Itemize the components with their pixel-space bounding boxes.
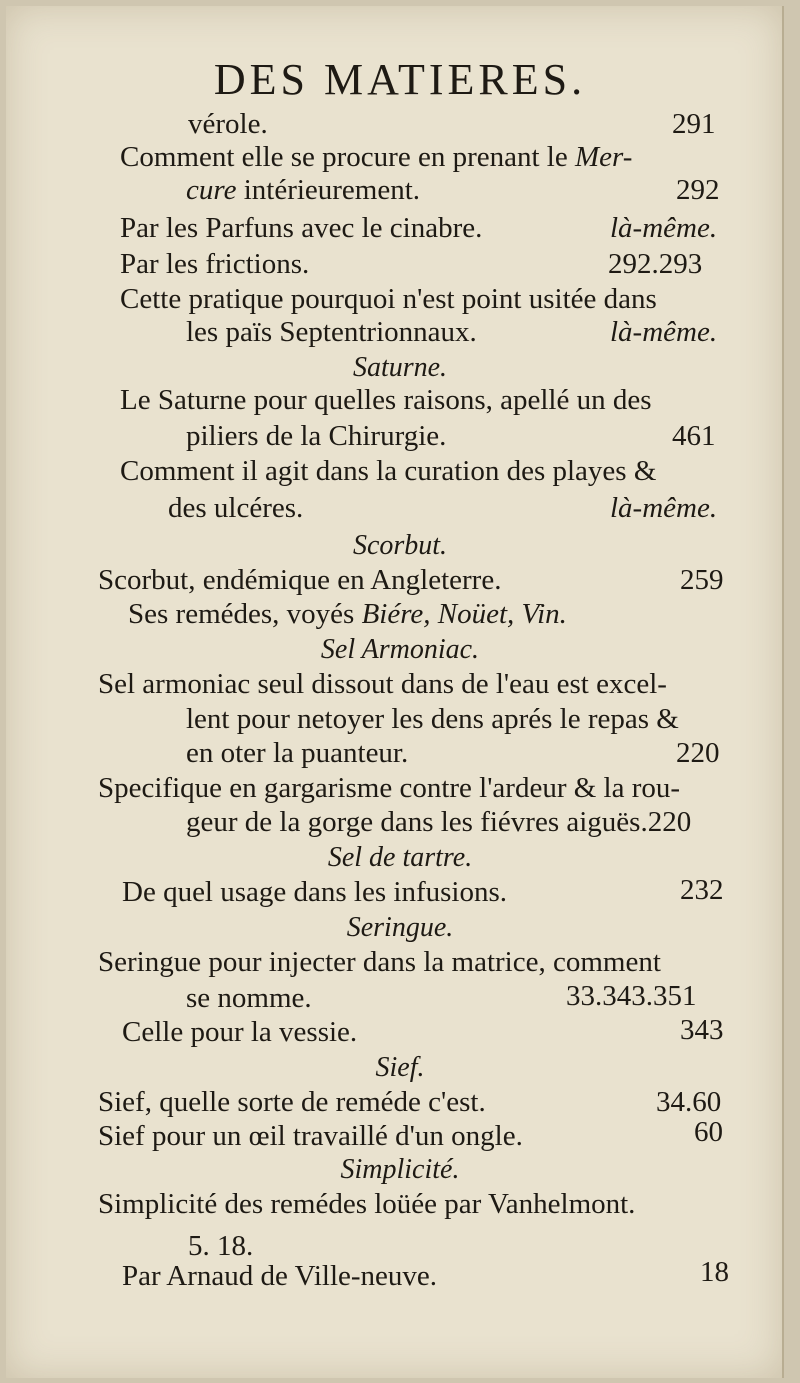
entry-text: lent pour netoyer les dens aprés le repas & xyxy=(186,703,679,735)
entry-page: 291 xyxy=(672,108,716,140)
section-heading: Sief. xyxy=(375,1052,425,1083)
section-heading: Scorbut. xyxy=(352,530,448,561)
entry-text: cure intérieurement. xyxy=(186,174,421,206)
entry-text: les païs Septentrionnaux. xyxy=(186,316,477,348)
entry-text: Seringue pour injecter dans la matrice, comment xyxy=(98,946,661,978)
entry-page: là-même. xyxy=(610,492,718,524)
entry-text: Specifique en gargarisme contre l'ardeur & la rou- xyxy=(98,772,681,804)
entry-page: là-même. xyxy=(610,316,718,348)
section-heading: Saturne. xyxy=(352,352,448,383)
entry-text: piliers de la Chirurgie. xyxy=(186,420,447,452)
entry-text: se nomme. xyxy=(186,982,312,1014)
entry-text: De quel usage dans les infusions. xyxy=(122,876,507,908)
entry-text: Scorbut, endémique en Angleterre. xyxy=(98,564,502,596)
page-header: DES MATIERES. xyxy=(213,55,587,104)
entry-text: Ses remédes, voyés Biére, Noüet, Vin. xyxy=(128,598,567,630)
entry-page: 292.293 xyxy=(608,248,703,280)
entry-text: Cette pratique pourquoi n'est point usitée dans xyxy=(120,283,657,315)
entry-page: 343 xyxy=(680,1014,724,1046)
entry-text: en oter la puanteur. xyxy=(186,737,409,769)
entry-page: 292 xyxy=(676,174,720,206)
entry-page: 232 xyxy=(680,874,724,906)
entry-text: Sel armoniac seul dissout dans de l'eau est excel- xyxy=(98,668,667,700)
entry-text: Comment elle se procure en prenant le Mer- xyxy=(120,141,633,173)
entry-page: là-même. xyxy=(610,212,718,244)
entry-page: 34.60 xyxy=(656,1086,722,1118)
entry-page: 60 xyxy=(694,1116,723,1148)
entry-text: Par Arnaud de Ville-neuve. xyxy=(122,1260,438,1292)
entry-text: Sief pour un œil travaillé d'un ongle. xyxy=(98,1120,523,1152)
entry-text: Par les Parfuns avec le cinabre. xyxy=(120,212,483,244)
section-heading: Simplicité. xyxy=(340,1154,460,1185)
entry-text: des ulcéres. xyxy=(168,492,304,524)
section-heading: Sel de tartre. xyxy=(327,842,473,873)
entry-page: 220 xyxy=(676,737,720,769)
entry-text: geur de la gorge dans les fiévres aiguës.220 xyxy=(186,806,692,838)
entry-text: vérole. xyxy=(188,108,268,140)
entry-page: 259 xyxy=(680,564,724,596)
entry-text: Celle pour la vessie. xyxy=(122,1016,358,1048)
entry-text: Sief, quelle sorte de reméde c'est. xyxy=(98,1086,486,1118)
section-heading: Seringue. xyxy=(346,912,454,943)
entry-page: 461 xyxy=(672,420,716,452)
entry-text: Comment il agit dans la curation des playes & xyxy=(120,455,657,487)
entry-text: Par les frictions. xyxy=(120,248,310,280)
entry-page: 18 xyxy=(700,1256,729,1288)
entry-text: Simplicité des remédes loüée par Vanhelmont. xyxy=(98,1188,636,1220)
section-heading: Sel Armoniac. xyxy=(320,634,480,665)
entry-text: Le Saturne pour quelles raisons, apellé un des xyxy=(120,384,652,416)
entry-page: 33.343.351 xyxy=(566,980,697,1012)
entry-text: 5. 18. xyxy=(188,1230,254,1262)
